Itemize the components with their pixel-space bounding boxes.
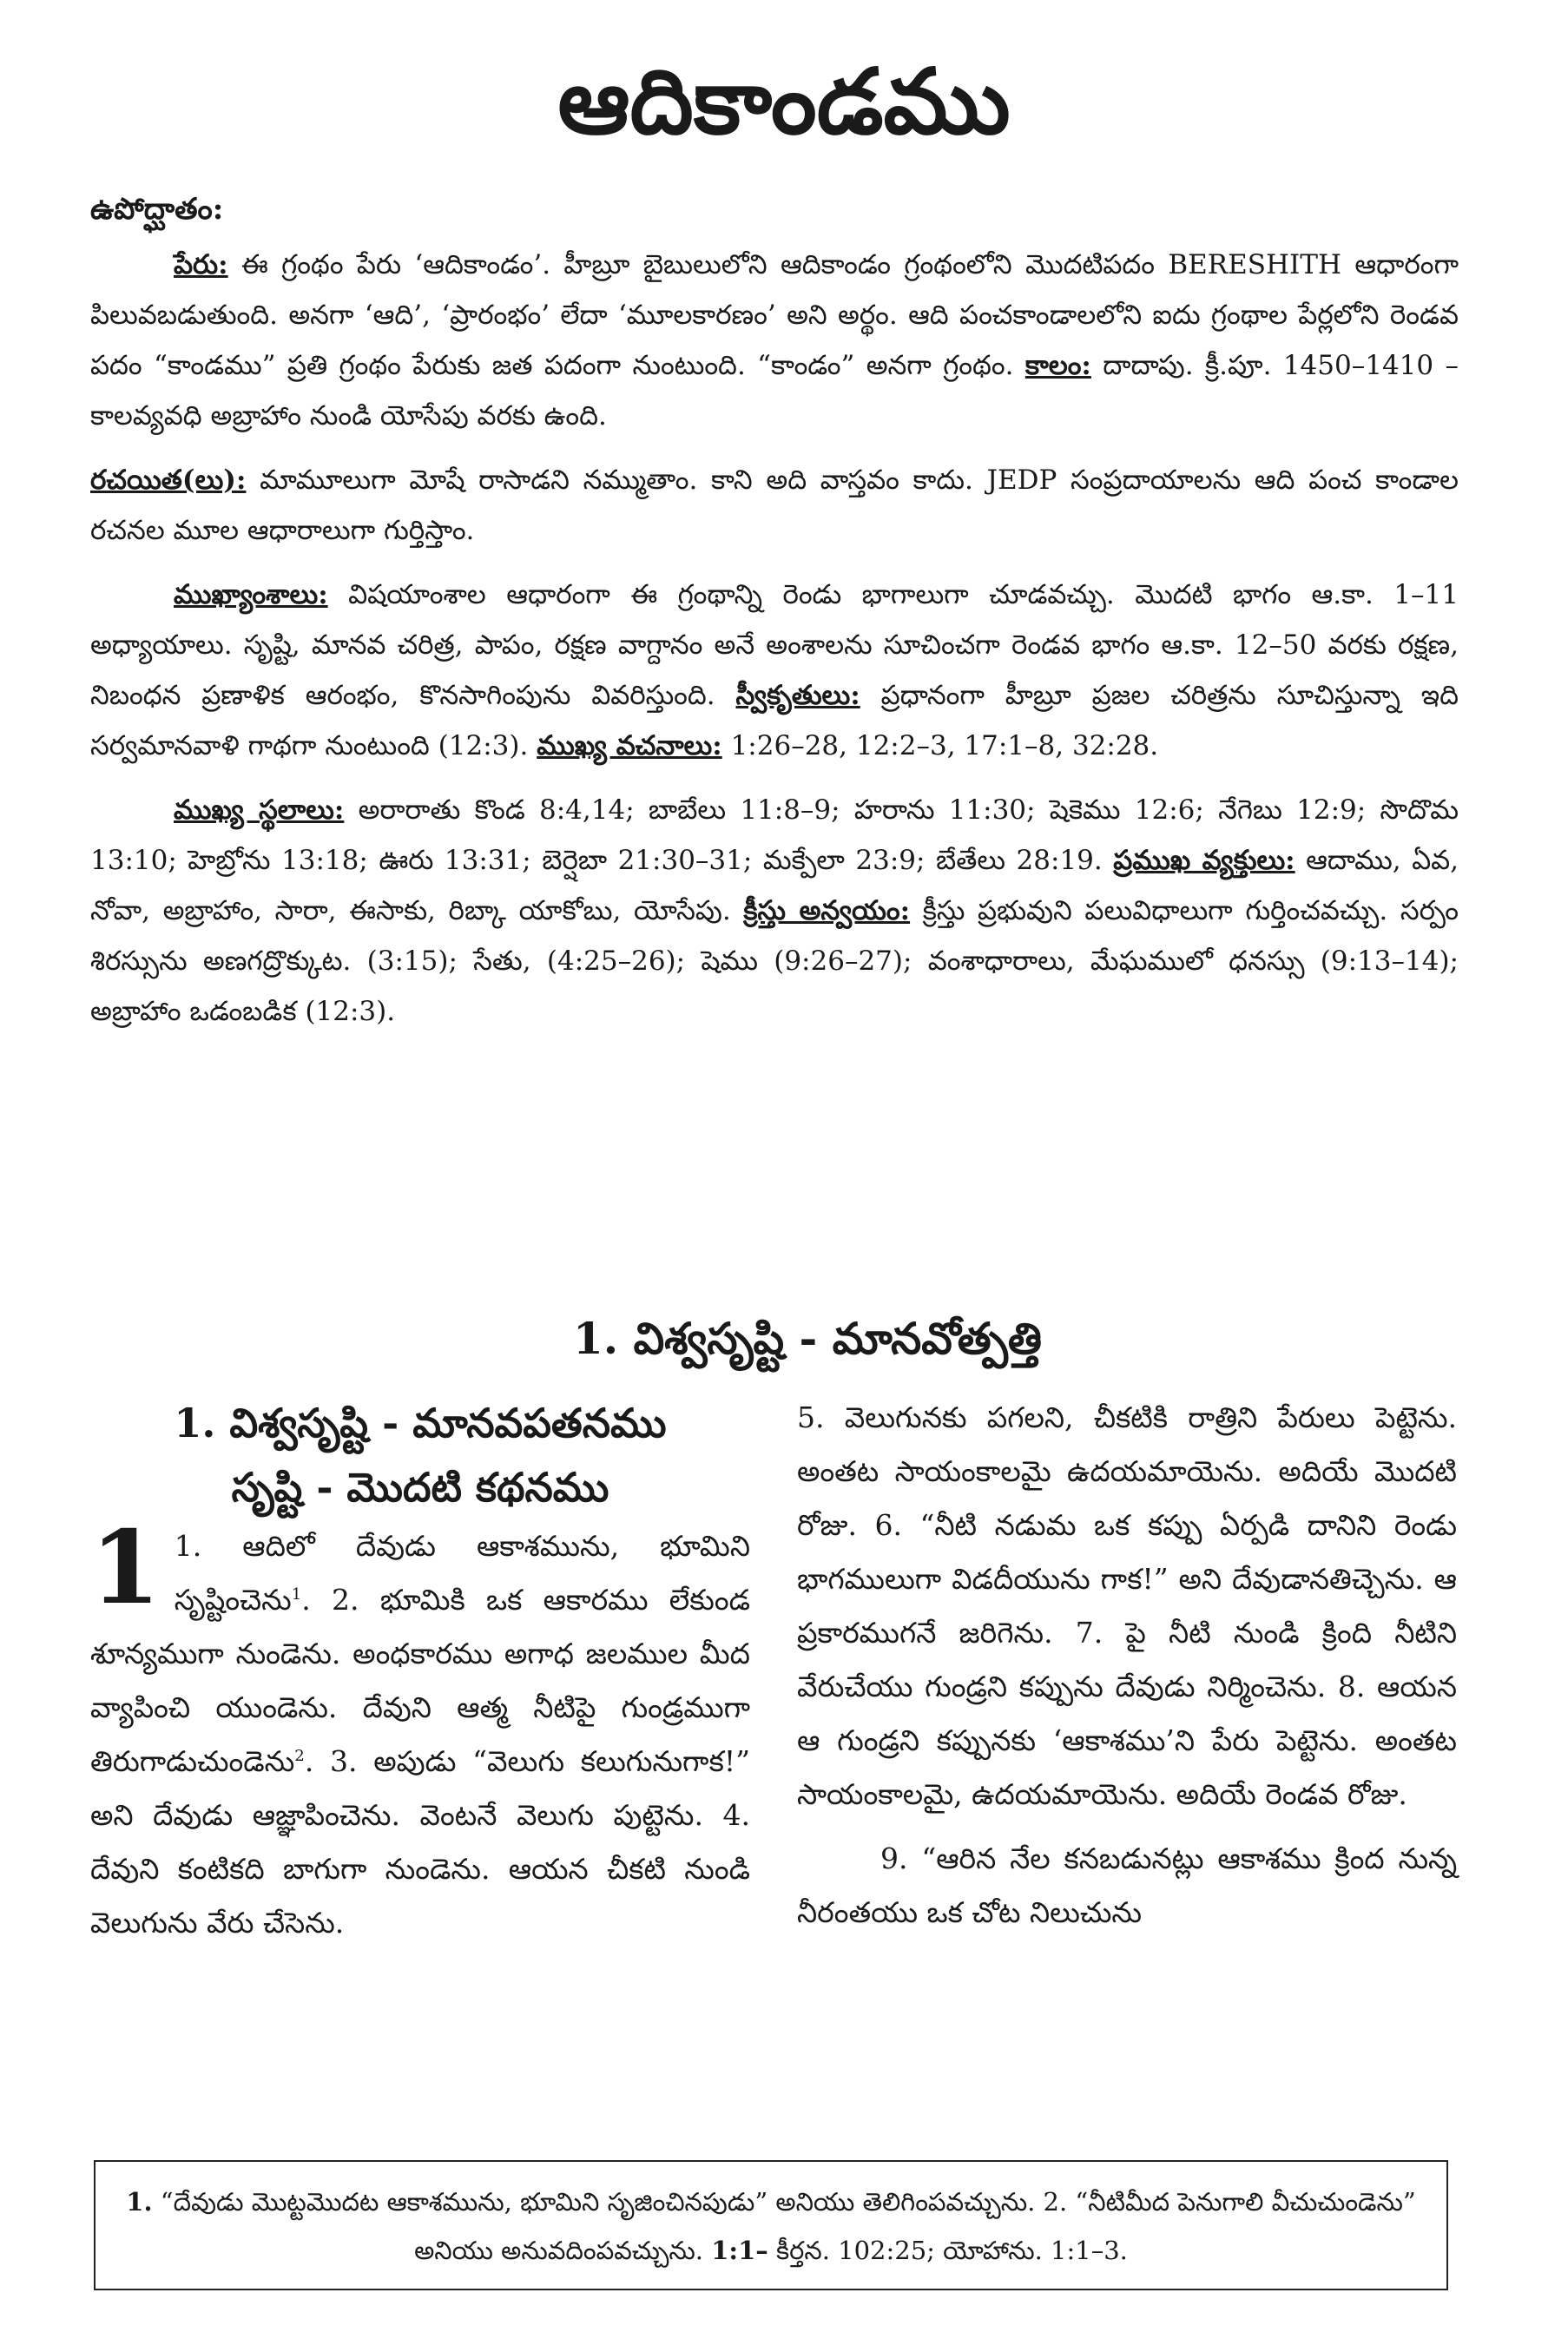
key-verses-label: ముఖ్య వచనాలు: xyxy=(537,730,722,761)
intro-paragraph-themes xyxy=(90,570,1459,771)
name-label: పేరు: xyxy=(174,249,228,280)
christ-label: క్రీస్తు అన్వయం: xyxy=(743,895,911,926)
chapter-number: 1 xyxy=(90,1509,161,1627)
themes-label: ముఖ్యాంశాలు: xyxy=(174,579,328,610)
footnote-ref-label: 1:1– xyxy=(711,2236,768,2265)
time-label: కాలం: xyxy=(1024,350,1091,381)
footnote-ref-1: 1 xyxy=(291,1585,302,1604)
intro-paragraph-name xyxy=(90,240,1459,441)
time-text: దాదాపు. క్రీ.పూ. 1450–1410 – కాలవ్యవధి అబ్రాహాం నుండి యోసేపు వరకు ఉంది. xyxy=(90,350,1459,432)
features-label: స్వీకృతులు: xyxy=(735,680,860,711)
verse-text-1: 1. ఆదిలో దేవుడు ఆకాశమును, భూమిని సృష్టించెను xyxy=(174,1529,750,1617)
left-column xyxy=(90,1391,750,1950)
features-text: ప్రధానంగా హీబ్రూ ప్రజల చరిత్రను సూచిస్తున్నా ఇది సర్వమానవాళి గాథగా నుంటుంది (12:3). xyxy=(90,680,1459,761)
footnote-number: 1. xyxy=(126,2187,153,2217)
footnote-box xyxy=(94,2160,1448,2290)
intro-paragraph-author xyxy=(90,455,1459,556)
author-label: రచయిత(లు): xyxy=(90,464,247,496)
chapter-heading: 1. విశ్వసృష్టి - మానవపతనము xyxy=(174,1400,667,1446)
verse-text-2: . 2. భూమికి ఒక ఆకారము లేకుండ శూన్యముగా నుండెను. అంధకారము అగాధ జలముల మీద వ్యాపించి యుండెను. దేవుని ఆత్మ నీటిపై గుండ్రముగా తిరుగాడుచుండెను xyxy=(90,1583,750,1778)
footnote-text-2: కీర్తన. 102:25; యోహాను. 1:1–3. xyxy=(768,2236,1128,2265)
footnote-text-1: “దేవుడు మొట్టమొదట ఆకాశమును, భూమిని సృజించినపుడు” అనియు తెలిగింపవచ్చును. 2. “నీటిమీద పెనుగాలి వీచుచుండెను” అనియు అనువదింపవచ్చును. xyxy=(152,2187,1416,2265)
right-column xyxy=(797,1391,1457,1940)
verse-9: 9. “ఆరిన నేల కనబడునట్లు ఆకాశము క్రింద నున్న నీరంతయు ఒక చోట నిలుచును xyxy=(797,1841,1457,1929)
persons-text: ఆదాము, ఏవ, నోవా, అబ్రాహాం, సారా, ఈసాకు, రిబ్కా యాకోబు, యోసేపు. xyxy=(90,845,1459,926)
section-title: 1. విశ్వసృష్టి - మానవోత్పత్తి xyxy=(573,1313,1042,1364)
places-text: అరారాతు కొండ 8:4,14; బాబేలు 11:8–9; హరాను 11:30; షెకెము 12:6; నేగెబు 12:9; సొదొమ 13:10; హెబ్రోను 13:18; ఊరు 13:31; బెర్షెబా 21:30–31; మక్పేలా 23:9; బేతేలు 28:19. xyxy=(90,794,1459,876)
key-verses-text: 1:26–28, 12:2–3, 17:1–8, 32:28. xyxy=(721,730,1159,761)
verses-5-8: 5. వెలుగునకు పగలని, చీకటికి రాత్రిని పేరులు పెట్టెను. అంతట సాయంకాలమై ఉదయమాయెను. అదియే మొదటి రోజు. 6. “నీటి నడుమ ఒక కప్పు ఏర్పడి దానిని రెండు భాగములుగా విడదీయును గాక!” అని దేవుడానతిచ్చెను. ఆ ప్రకారముగనే జరిగెను. 7. పై నీటి నుండి క్రింది నీటిని వేరుచేయు గుండ్రని కప్పును దేవుడు నిర్మించెను. 8. ఆయన ఆ గుండ్రని కప్పునకు ‘ఆకాశము’ని పేరు పెట్టెను. అంతట సాయంకాలమై, ఉదయమాయెను. అదియే రెండవ రోజు. xyxy=(797,1400,1457,1811)
persons-label: ప్రముఖ వ్యక్తులు: xyxy=(1113,845,1295,876)
name-text: ఈ గ్రంథం పేరు ‘ఆదికాండం’. హీబ్రూ బైబులులోని ఆదికాండం గ్రంథంలోని మొదటిపదం BERESHITH ఆధారంగా పిలువబడుతుంది. అనగా ‘ఆది’, ‘ప్రారంభం’ లేదా ‘మూలకారణం’ అని అర్థం. ఆది పంచకాండాలలోని ఐదు గ్రంథాల పేర్లలోని రెండవ పదం “కాండము” ప్రతి గ్రంథం పేరుకు జత పదంగా నుంటుంది. “కాండం” అనగా గ్రంథం. xyxy=(90,249,1459,381)
christ-text: క్రీస్తు ప్రభువుని పలువిధాలుగా గుర్తించవచ్చు. సర్పం శిరస్సును అణగద్రొక్కుట. (3:15); సేతు, (4:25–26); షెము (9:26–27); వంశాధారాలు, మేఘములో ధనస్సు (9:13–14); అబ్రాహాం ఒడంబడిక (12:3). xyxy=(90,895,1459,1027)
themes-text: విషయాంశాల ఆధారంగా ఈ గ్రంథాన్ని రెండు భాగాలుగా చూడవచ్చు. మొదటి భాగం ఆ.కా. 1–11 అధ్యాయాలు. సృష్టి, మానవ చరిత్ర, పాపం, రక్షణ వాగ్దానం అనే అంశాలను సూచించగా రెండవ భాగం ఆ.కా. 12–50 వరకు రక్షణ, నిబంధన ప్రణాళిక ఆరంభం, కొనసాగింపును వివరిస్తుంది. xyxy=(90,579,1459,711)
footnote-ref-2: 2 xyxy=(294,1747,305,1765)
page-title: ఆదికాండము xyxy=(557,48,1011,155)
intro-heading: ఉపోద్ఘాతం: xyxy=(90,192,224,227)
verses-1-4 xyxy=(90,1509,750,1950)
verse-text-3: . 3. అపుడు “వెలుగు కలుగునుగాక!” అని దేవుడు ఆజ్ఞాపించెను. వెంటనే వెలుగు పుట్టెను. 4. దేవుని కంటికది బాగుగా నుండెను. ఆయన చీకటి నుండి వెలుగును వేరు చేసెను. xyxy=(90,1744,750,1940)
introduction xyxy=(90,184,1459,1051)
author-text: మామూలుగా మోషే రాసాడని నమ్ముతాం. కాని అది వాస్తవం కాదు. JEDP సంప్రదాయాలను ఆది పంచ కాండాల రచనల మూల ఆధారాలుగా గుర్తిస్తాం. xyxy=(90,464,1459,546)
places-label: ముఖ్య స్థలాలు: xyxy=(174,794,345,826)
intro-paragraph-places xyxy=(90,785,1459,1037)
passage-heading: సృష్టి - మొదటి కథనము xyxy=(231,1464,609,1511)
